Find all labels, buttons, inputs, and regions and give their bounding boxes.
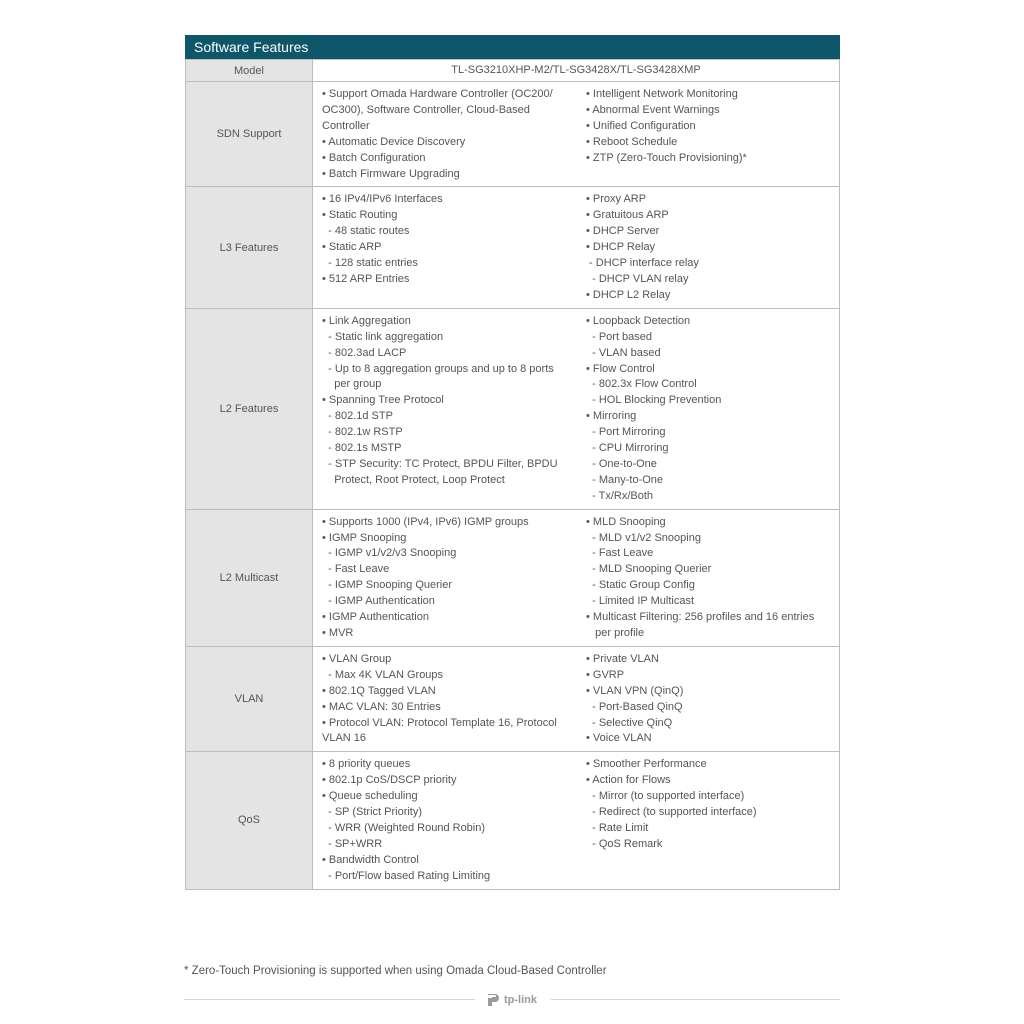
feature-column-left (322, 314, 586, 505)
feature-item: • Static ARP (322, 241, 382, 254)
feature-item: - Static Group Config (586, 579, 695, 592)
feature-item: • Proxy ARP (586, 193, 647, 206)
feature-item: - Redirect (to supported interface) (586, 806, 757, 819)
feature-item: • IGMP Authentication (322, 611, 429, 624)
feature-item: - MLD Snooping Querier (586, 563, 712, 576)
footer-divider-left (184, 999, 475, 1000)
feature-column-right (586, 757, 839, 884)
feature-item: - Port based (586, 330, 653, 343)
feature-item: • Spanning Tree Protocol (322, 394, 444, 407)
feature-row-content (313, 510, 839, 646)
feature-item: • 8 priority queues (322, 758, 411, 771)
feature-column-left (322, 757, 586, 884)
tp-link-logo (485, 990, 545, 1010)
feature-item: - Fast Leave (322, 563, 390, 576)
feature-item: - IGMP v1/v2/v3 Snooping (322, 547, 457, 560)
feature-item: per group (322, 378, 382, 391)
tp-link-logo-icon (485, 992, 501, 1008)
feature-row-content (313, 187, 839, 307)
feature-item: - 48 static routes (322, 225, 410, 238)
feature-column-left (322, 87, 586, 182)
feature-item: • Voice VLAN (586, 732, 652, 745)
feature-item: - Tx/Rx/Both (586, 489, 654, 502)
feature-item: • DHCP Server (586, 225, 660, 238)
feature-item: - DHCP VLAN relay (586, 272, 689, 285)
feature-item: • 16 IPv4/IPv6 Interfaces (322, 193, 443, 206)
model-label: Model (186, 60, 313, 81)
feature-item: • DHCP Relay (586, 241, 656, 254)
feature-column-right (586, 87, 839, 182)
feature-item: - DHCP interface relay (586, 257, 699, 270)
feature-item: • Loopback Detection (586, 314, 691, 327)
feature-item: • Reboot Schedule (586, 135, 678, 148)
feature-item: Controller (322, 119, 370, 132)
feature-item: - Rate Limit (586, 821, 649, 834)
feature-item: • 802.1p CoS/DSCP priority (322, 774, 457, 787)
feature-column-left (322, 192, 586, 303)
software-features-table (185, 35, 840, 890)
feature-item: - Selective QinQ (586, 716, 673, 729)
feature-item: - HOL Blocking Prevention (586, 394, 722, 407)
feature-row-label: L2 Multicast (186, 510, 313, 646)
feature-item: - QoS Remark (586, 837, 663, 850)
feature-row (185, 510, 840, 647)
feature-item: • 512 ARP Entries (322, 272, 410, 285)
feature-row-content (313, 82, 839, 186)
feature-item: • 802.1Q Tagged VLAN (322, 684, 436, 697)
feature-item: • Bandwidth Control (322, 853, 419, 866)
feature-item: • Private VLAN (586, 652, 659, 665)
feature-row (185, 82, 840, 187)
feature-item: • Unified Configuration (586, 119, 696, 132)
feature-item: • Supports 1000 (IPv4, IPv6) IGMP groups (322, 515, 529, 528)
feature-item: - 802.1w RSTP (322, 426, 403, 439)
feature-item: - 802.1s MSTP (322, 442, 402, 455)
feature-item: - CPU Mirroring (586, 442, 669, 455)
logo-text: tp-link (504, 994, 537, 1006)
feature-item: - Fast Leave (586, 547, 654, 560)
feature-item: per profile (586, 627, 645, 639)
feature-row-label: VLAN (186, 647, 313, 751)
feature-item: • MVR (322, 627, 354, 639)
feature-item: • Static Routing (322, 209, 398, 222)
feature-item: - SP (Strict Priority) (322, 806, 423, 819)
feature-row-content (313, 309, 839, 509)
feature-item: - IGMP Snooping Querier (322, 579, 453, 592)
table-title: Software Features (194, 39, 309, 55)
feature-item: - 802.3ad LACP (322, 346, 407, 359)
feature-item: - MLD v1/v2 Snooping (586, 531, 701, 544)
feature-item: - Port Mirroring (586, 426, 666, 439)
table-header (185, 35, 840, 59)
feature-row-label: L3 Features (186, 187, 313, 307)
feature-item: • Abnormal Event Warnings (586, 103, 720, 116)
feature-column-right (586, 515, 839, 642)
feature-item: • Queue scheduling (322, 790, 418, 803)
feature-item: • Automatic Device Discovery (322, 135, 466, 148)
feature-item: • Action for Flows (586, 774, 671, 787)
feature-item: - Many-to-One (586, 473, 664, 486)
feature-item: • Support Omada Hardware Controller (OC200/ (322, 88, 553, 100)
feature-row (185, 309, 840, 510)
feature-column-right (586, 652, 839, 747)
feature-item: Protect, Root Protect, Loop Protect (322, 473, 505, 486)
feature-row-label: L2 Features (186, 309, 313, 509)
feature-item: OC300), Software Controller, Cloud-Based (322, 103, 530, 116)
feature-item: • Flow Control (586, 362, 655, 375)
feature-item: • ZTP (Zero-Touch Provisioning)* (586, 151, 747, 164)
feature-item: • Multicast Filtering: 256 profiles and 16 entries (586, 611, 815, 624)
feature-item: - 802.3x Flow Control (586, 378, 697, 391)
feature-row (185, 752, 840, 889)
feature-row-content (313, 752, 839, 888)
feature-item: - Limited IP Multicast (586, 595, 694, 608)
feature-item: - 128 static entries (322, 257, 418, 270)
feature-item: - WRR (Weighted Round Robin) (322, 821, 486, 834)
model-value: TL-SG3210XHP-M2/TL-SG3428X/TL-SG3428XMP (451, 64, 701, 76)
feature-item: • GVRP (586, 668, 625, 681)
feature-column-right (586, 192, 839, 303)
feature-item: • DHCP L2 Relay (586, 288, 671, 301)
feature-column-right (586, 314, 839, 505)
feature-item: • Batch Configuration (322, 151, 426, 164)
feature-item: - Up to 8 aggregation groups and up to 8 ports (322, 362, 554, 375)
feature-item: • Protocol VLAN: Protocol Template 16, Protocol (322, 716, 557, 729)
feature-item: - VLAN based (586, 346, 661, 359)
feature-row-label: SDN Support (186, 82, 313, 186)
footer-divider-right (551, 999, 840, 1000)
feature-item: • VLAN VPN (QinQ) (586, 684, 684, 697)
feature-item: • Gratuitous ARP (586, 209, 669, 222)
feature-item: • Mirroring (586, 410, 637, 423)
feature-item: • Smoother Performance (586, 758, 707, 771)
feature-item: • Intelligent Network Monitoring (586, 88, 738, 100)
footnote: * Zero-Touch Provisioning is supported when using Omada Cloud-Based Controller (184, 965, 607, 977)
feature-item: - STP Security: TC Protect, BPDU Filter, BPDU (322, 457, 558, 470)
feature-item: - Mirror (to supported interface) (586, 790, 745, 803)
feature-item: - IGMP Authentication (322, 595, 435, 608)
feature-item: - Static link aggregation (322, 330, 444, 343)
feature-column-left (322, 515, 586, 642)
feature-item: - 802.1d STP (322, 410, 393, 423)
feature-item: • IGMP Snooping (322, 531, 407, 544)
feature-item: - Port/Flow based Rating Limiting (322, 869, 491, 882)
feature-item: VLAN 16 (322, 732, 367, 745)
feature-row (185, 647, 840, 752)
feature-row-label: QoS (186, 752, 313, 888)
feature-row-content (313, 647, 839, 751)
feature-rows (185, 82, 840, 890)
feature-column-left (322, 652, 586, 747)
feature-item: - SP+WRR (322, 837, 383, 850)
feature-item: • MAC VLAN: 30 Entries (322, 700, 441, 713)
model-row (185, 59, 840, 82)
feature-item: - Port-Based QinQ (586, 700, 683, 713)
feature-item: • Link Aggregation (322, 314, 411, 327)
feature-row (185, 187, 840, 308)
feature-item: • Batch Firmware Upgrading (322, 167, 460, 180)
feature-item: - One-to-One (586, 457, 657, 470)
feature-item: - Max 4K VLAN Groups (322, 668, 444, 681)
feature-item: • MLD Snooping (586, 515, 666, 528)
feature-item: • VLAN Group (322, 652, 392, 665)
